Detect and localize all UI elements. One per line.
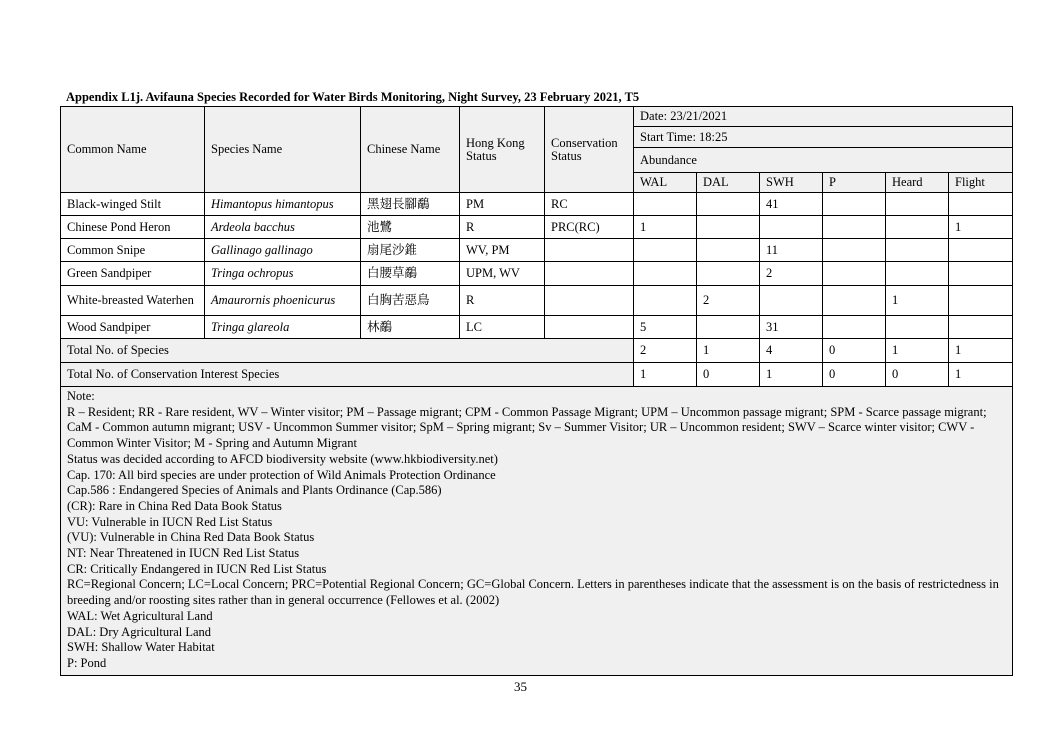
header-col-heard: Heard <box>886 173 949 193</box>
cell-conservation: RC <box>545 193 634 216</box>
total-conservation-row <box>61 363 1013 387</box>
cell-dal <box>697 316 760 339</box>
cell-dal <box>697 262 760 286</box>
cell-chinese: 池鷺 <box>361 216 460 239</box>
cell-chinese: 扇尾沙錐 <box>361 239 460 262</box>
cell-p <box>823 286 886 316</box>
cell-flight: 1 <box>949 339 1013 363</box>
cell-heard <box>886 193 949 216</box>
note-line: NT: Near Threatened in IUCN Red List Status <box>67 546 300 561</box>
header-date: Date: 23/21/2021 <box>634 107 1013 127</box>
cell-swh: 11 <box>760 239 823 262</box>
cell-p <box>823 262 886 286</box>
cell-flight <box>949 193 1013 216</box>
cell-swh <box>760 286 823 316</box>
cell-p: 0 <box>823 363 886 387</box>
header-col-swh: SWH <box>760 173 823 193</box>
cell-hk-status: UPM, WV <box>460 262 545 286</box>
note-line: (VU): Vulnerable in China Red Data Book Status <box>67 530 315 545</box>
cell-common: Chinese Pond Heron <box>61 216 205 239</box>
cell-conservation: PRC(RC) <box>545 216 634 239</box>
page-title: Appendix L1j. Avifauna Species Recorded for Water Birds Monitoring, Night Survey, 23 February 2021, T5 <box>66 90 640 104</box>
note-line: P: Pond <box>67 655 107 670</box>
cell-species: Himantopus himantopus <box>205 193 361 216</box>
cell-common: Wood Sandpiper <box>61 316 205 339</box>
cell-common: Black-winged Stilt <box>61 193 205 216</box>
cell-chinese: 林鷸 <box>361 316 460 339</box>
header-common-name: Common Name <box>61 107 205 193</box>
total-conservation-label: Total No. of Conservation Interest Species <box>61 363 634 387</box>
cell-hk-status: WV, PM <box>460 239 545 262</box>
note-line: WAL: Wet Agricultural Land <box>67 608 213 623</box>
cell-species: Amaurornis phoenicurus <box>205 286 361 316</box>
header-col-p: P <box>823 173 886 193</box>
header-abundance: Abundance <box>634 148 1013 173</box>
cell-wal: 1 <box>634 216 697 239</box>
note-line: Cap.586 : Endangered Species of Animals and Plants Ordinance (Cap.586) <box>67 483 442 498</box>
cell-common: Green Sandpiper <box>61 262 205 286</box>
cell-swh: 41 <box>760 193 823 216</box>
header-start-time: Start Time: 18:25 <box>634 127 1013 148</box>
notes-row <box>61 387 1013 676</box>
cell-wal: 1 <box>634 363 697 387</box>
cell-p <box>823 216 886 239</box>
cell-heard: 1 <box>886 286 949 316</box>
cell-species: Gallinago gallinago <box>205 239 361 262</box>
cell-flight <box>949 286 1013 316</box>
page-number: 35 <box>514 679 527 694</box>
header-col-flight: Flight <box>949 173 1013 193</box>
cell-dal: 1 <box>697 339 760 363</box>
note-line: VU: Vulnerable in IUCN Red List Status <box>67 514 273 529</box>
cell-conservation <box>545 316 634 339</box>
note-line: RC=Regional Concern; LC=Local Concern; PRC=Potential Regional Concern; GC=Global Concern. Letters in parentheses indicate that the assessment is on the basis of restrictedness in breeding and/or roosting sites rather than in general occurrence (Fellowes et al. (2002) <box>67 577 999 608</box>
cell-species: Tringa glareola <box>205 316 361 339</box>
cell-species: Ardeola bacchus <box>205 216 361 239</box>
cell-heard <box>886 239 949 262</box>
header-conservation-status: Conservation Status <box>545 107 634 193</box>
cell-heard <box>886 216 949 239</box>
cell-conservation <box>545 262 634 286</box>
cell-hk-status: R <box>460 286 545 316</box>
cell-swh <box>760 216 823 239</box>
cell-heard <box>886 316 949 339</box>
table-row <box>61 262 1013 286</box>
cell-common: Common Snipe <box>61 239 205 262</box>
cell-chinese: 白胸苦惡鳥 <box>361 286 460 316</box>
cell-wal: 2 <box>634 339 697 363</box>
cell-dal: 0 <box>697 363 760 387</box>
cell-wal: 5 <box>634 316 697 339</box>
table-row <box>61 193 1013 216</box>
cell-wal <box>634 193 697 216</box>
note-line: Cap. 170: All bird species are under protection of Wild Animals Protection Ordinance <box>67 467 496 482</box>
cell-chinese: 白腰草鷸 <box>361 262 460 286</box>
species-table <box>60 106 1013 676</box>
cell-p <box>823 316 886 339</box>
cell-swh: 2 <box>760 262 823 286</box>
cell-conservation <box>545 286 634 316</box>
cell-dal <box>697 216 760 239</box>
table-row <box>61 286 1013 316</box>
table-row <box>61 216 1013 239</box>
cell-heard <box>886 262 949 286</box>
cell-flight <box>949 239 1013 262</box>
header-col-wal: WAL <box>634 173 697 193</box>
note-line: Note: <box>67 389 95 403</box>
cell-dal <box>697 193 760 216</box>
cell-p: 0 <box>823 339 886 363</box>
header-chinese-name: Chinese Name <box>361 107 460 193</box>
table-row <box>61 239 1013 262</box>
cell-wal <box>634 262 697 286</box>
cell-p <box>823 239 886 262</box>
table-row <box>61 316 1013 339</box>
cell-wal <box>634 239 697 262</box>
note-line: DAL: Dry Agricultural Land <box>67 624 212 639</box>
header-species-name: Species Name <box>205 107 361 193</box>
notes-cell <box>61 387 1013 676</box>
cell-flight <box>949 316 1013 339</box>
cell-heard: 1 <box>886 339 949 363</box>
header-hk-status: Hong Kong Status <box>460 107 545 193</box>
cell-hk-status: PM <box>460 193 545 216</box>
cell-hk-status: R <box>460 216 545 239</box>
cell-dal: 2 <box>697 286 760 316</box>
cell-chinese: 黑翅長腳鷸 <box>361 193 460 216</box>
cell-common: White-breasted Waterhen <box>61 286 205 316</box>
note-line: (CR): Rare in China Red Data Book Status <box>67 498 282 513</box>
note-line: Status was decided according to AFCD biodiversity website (www.hkbiodiversity.net) <box>67 451 498 466</box>
note-line: CR: Critically Endangered in IUCN Red List Status <box>67 561 327 576</box>
header-col-dal: DAL <box>697 173 760 193</box>
total-species-label: Total No. of Species <box>61 339 634 363</box>
cell-wal <box>634 286 697 316</box>
cell-hk-status: LC <box>460 316 545 339</box>
cell-dal <box>697 239 760 262</box>
note-line: SWH: Shallow Water Habitat <box>67 640 215 655</box>
cell-conservation <box>545 239 634 262</box>
cell-flight: 1 <box>949 363 1013 387</box>
cell-p <box>823 193 886 216</box>
cell-flight: 1 <box>949 216 1013 239</box>
cell-flight <box>949 262 1013 286</box>
total-species-row <box>61 339 1013 363</box>
cell-swh: 1 <box>760 363 823 387</box>
cell-heard: 0 <box>886 363 949 387</box>
cell-swh: 31 <box>760 316 823 339</box>
note-line: R – Resident; RR - Rare resident, WV – Winter visitor; PM – Passage migrant; CPM - Common Passage Migrant; UPM – Uncommon passage migrant; SPM - Scarce passage migrant; CaM - Common autumn migrant; USV - Uncommon Summer visitor; SpM – Spring migrant; Sv – Summer Visitor; UR – Uncommon resident; SWV – Scarce winter visitor; CWV - Common Winter Visitor; M - Spring and Autumn Migrant <box>67 404 987 451</box>
cell-species: Tringa ochropus <box>205 262 361 286</box>
cell-swh: 4 <box>760 339 823 363</box>
